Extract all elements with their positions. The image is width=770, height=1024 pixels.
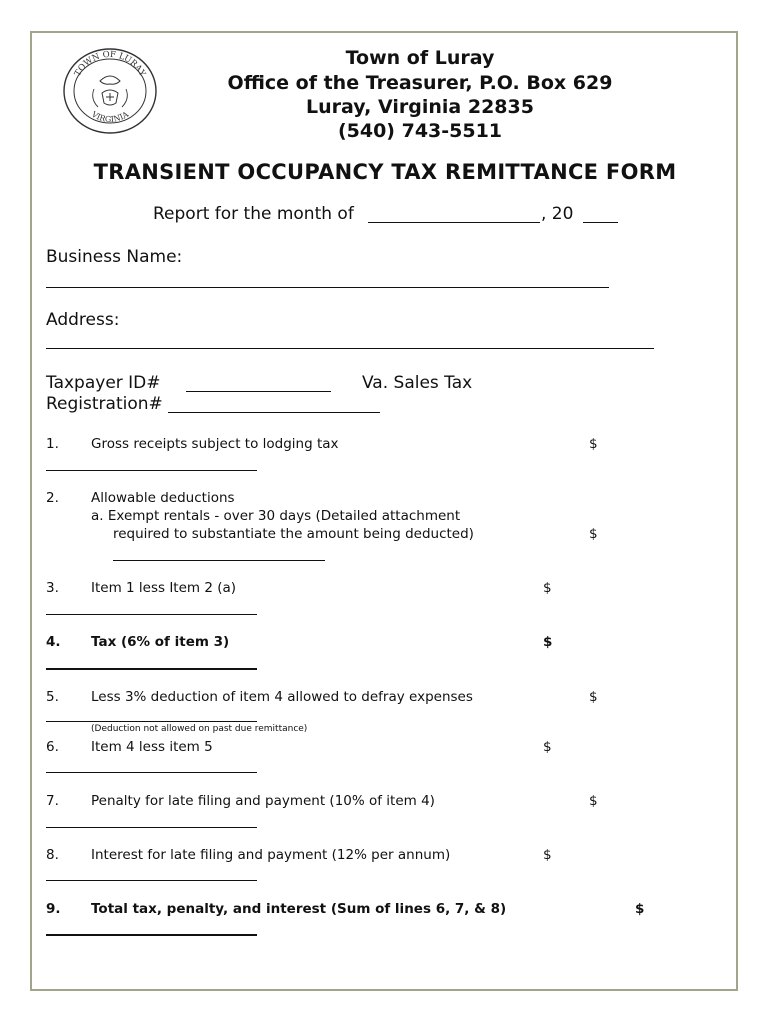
phone-number: (540) 743-5511 bbox=[337, 120, 503, 142]
taxpayer-id-label: Taxpayer ID# bbox=[46, 373, 161, 393]
item-6-number: 6. bbox=[46, 739, 59, 755]
address-field[interactable] bbox=[46, 348, 654, 349]
item-4-number: 4. bbox=[46, 634, 61, 650]
item-3-number: 3. bbox=[46, 580, 59, 596]
item-3-text: Item 1 less Item 2 (a) bbox=[91, 580, 237, 596]
form-title: TRANSIENT OCCUPANCY TAX REMITTANCE FORM bbox=[93, 160, 677, 184]
item-2a-field[interactable] bbox=[113, 560, 325, 561]
item-8-number: 8. bbox=[46, 847, 59, 863]
item-7-number: 7. bbox=[46, 793, 59, 809]
item-1-dollar: $ bbox=[589, 436, 598, 452]
address-label: Address: bbox=[46, 310, 120, 330]
item-9-dollar: $ bbox=[635, 901, 645, 917]
taxpayer-id-field[interactable] bbox=[186, 391, 331, 392]
item-7-dollar: $ bbox=[589, 793, 598, 809]
city-state-zip: Luray, Virginia 22835 bbox=[306, 96, 534, 118]
item-9-number: 9. bbox=[46, 901, 61, 917]
item-9-field[interactable] bbox=[46, 934, 257, 936]
item-6-text: Item 4 less item 5 bbox=[91, 739, 213, 755]
seal-bottom-text: VIRGINIA bbox=[89, 109, 131, 124]
seal-top-text: TOWN OF LURAY bbox=[72, 49, 148, 79]
town-name: Town of Luray bbox=[345, 47, 495, 69]
item-4-text: Tax (6% of item 3) bbox=[91, 634, 230, 650]
report-month-label: Report for the month of bbox=[153, 204, 354, 224]
registration-field[interactable] bbox=[168, 412, 380, 413]
item-5-note: (Deduction not allowed on past due remittance) bbox=[91, 724, 308, 734]
va-sales-tax-label: Va. Sales Tax bbox=[362, 373, 473, 393]
item-1-number: 1. bbox=[46, 436, 59, 452]
report-year-label: , 20 bbox=[541, 204, 574, 224]
business-name-label: Business Name: bbox=[46, 247, 183, 267]
office-address: Office of the Treasurer, P.O. Box 629 bbox=[227, 72, 613, 94]
item-4-dollar: $ bbox=[543, 634, 553, 650]
item-3-field[interactable] bbox=[46, 614, 257, 615]
item-6-field[interactable] bbox=[46, 772, 257, 773]
item-5-field[interactable] bbox=[46, 721, 257, 722]
item-2a-text-cont: required to substantiate the amount being deducted) bbox=[113, 526, 474, 542]
item-1-text: Gross receipts subject to lodging tax bbox=[91, 436, 339, 452]
business-name-field[interactable] bbox=[46, 287, 609, 288]
item-7-field[interactable] bbox=[46, 827, 257, 828]
report-year-field[interactable] bbox=[583, 222, 618, 223]
item-2-text: Allowable deductions bbox=[91, 490, 235, 506]
item-2-dollar: $ bbox=[589, 526, 598, 542]
item-5-text: Less 3% deduction of item 4 allowed to defray expenses bbox=[91, 689, 473, 705]
registration-label: Registration# bbox=[46, 394, 163, 414]
report-month-field[interactable] bbox=[368, 222, 540, 223]
item-9-text: Total tax, penalty, and interest (Sum of lines 6, 7, & 8) bbox=[91, 901, 507, 917]
item-7-text: Penalty for late filing and payment (10% of item 4) bbox=[91, 793, 435, 809]
item-8-dollar: $ bbox=[543, 847, 552, 863]
item-8-field[interactable] bbox=[46, 880, 257, 881]
item-1-field[interactable] bbox=[46, 470, 257, 471]
item-5-dollar: $ bbox=[589, 689, 598, 705]
item-5-number: 5. bbox=[46, 689, 59, 705]
item-2a-text: a. Exempt rentals - over 30 days (Detailed attachment bbox=[91, 508, 461, 524]
item-2-number: 2. bbox=[46, 490, 59, 506]
item-8-text: Interest for late filing and payment (12% per annum) bbox=[91, 847, 451, 863]
item-4-field[interactable] bbox=[46, 668, 257, 670]
item-3-dollar: $ bbox=[543, 580, 552, 596]
item-6-dollar: $ bbox=[543, 739, 552, 755]
